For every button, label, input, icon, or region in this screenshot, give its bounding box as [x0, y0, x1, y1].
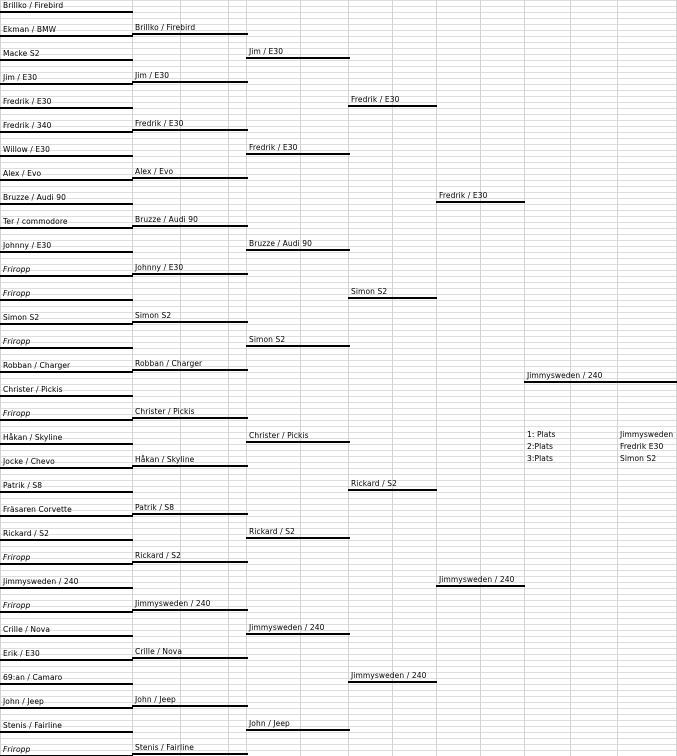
column-gridline: [480, 0, 481, 756]
podium-place-name: Fredrik E30: [620, 442, 664, 451]
bracket-round4-slot[interactable]: Simon S2: [348, 288, 437, 299]
column-gridline: [300, 0, 301, 756]
bracket-round1-slot[interactable]: Brillko / Firebird: [0, 2, 133, 13]
bracket-round1-slot[interactable]: 69:an / Camaro: [0, 674, 133, 685]
bracket-round1-slot[interactable]: Christer / Pickis: [0, 386, 133, 397]
bracket-round2-slot[interactable]: Crille / Nova: [132, 648, 248, 659]
bracket-round1-slot[interactable]: Stenis / Fairline: [0, 722, 133, 733]
bracket-round1-slot[interactable]: Johnny / E30: [0, 242, 133, 253]
bracket-round1-slot[interactable]: Friropp: [0, 266, 133, 277]
bracket-round2-slot[interactable]: Alex / Evo: [132, 168, 248, 179]
podium-place-label: 2:Plats: [527, 442, 554, 451]
bracket-round2-slot[interactable]: Christer / Pickis: [132, 408, 248, 419]
column-gridline: [246, 0, 247, 756]
bracket-round4-slot[interactable]: Jimmysweden / 240: [348, 672, 437, 683]
bracket-round1-slot[interactable]: Macke S2: [0, 50, 133, 61]
bracket-round1-slot[interactable]: Fräsaren Corvette: [0, 506, 133, 517]
podium-place-label: 3:Plats: [527, 454, 554, 463]
bracket-round1-slot[interactable]: Willow / E30: [0, 146, 133, 157]
bracket-round3-slot[interactable]: John / Jeep: [246, 720, 350, 731]
bracket-round1-slot[interactable]: Jocke / Chevo: [0, 458, 133, 469]
column-gridline: [180, 0, 181, 756]
bracket-round1-slot[interactable]: Bruzze / Audi 90: [0, 194, 133, 205]
bracket-round3-slot[interactable]: Jimmysweden / 240: [246, 624, 350, 635]
bracket-round1-slot[interactable]: Ekman / BMW: [0, 26, 133, 37]
bracket-round5-slot[interactable]: Fredrik / E30: [436, 192, 525, 203]
bracket-round4-slot[interactable]: Rickard / S2: [348, 480, 437, 491]
podium-place-name: Simon S2: [620, 454, 657, 463]
bracket-round1-slot[interactable]: Håkan / Skyline: [0, 434, 133, 445]
bracket-round3-slot[interactable]: Simon S2: [246, 336, 350, 347]
column-gridline: [228, 0, 229, 756]
bracket-round2-slot[interactable]: Johnny / E30: [132, 264, 248, 275]
bracket-round1-slot[interactable]: Friropp: [0, 554, 133, 565]
bracket-round2-slot[interactable]: Bruzze / Audi 90: [132, 216, 248, 227]
podium-place-label: 1: Plats: [527, 430, 556, 439]
bracket-round2-slot[interactable]: Robban / Charger: [132, 360, 248, 371]
bracket-round3-slot[interactable]: Christer / Pickis: [246, 432, 350, 443]
column-gridline: [348, 0, 349, 756]
podium-place-name: Jimmysweden: [620, 430, 674, 439]
bracket-round1-slot[interactable]: Simon S2: [0, 314, 133, 325]
bracket-round1-slot[interactable]: Friropp: [0, 746, 133, 756]
bracket-round4-slot[interactable]: Fredrik / E30: [348, 96, 437, 107]
bracket-round1-slot[interactable]: Rickard / S2: [0, 530, 133, 541]
bracket-round1-slot[interactable]: Patrik / S8: [0, 482, 133, 493]
bracket-round2-slot[interactable]: Rickard / S2: [132, 552, 248, 563]
bracket-round2-slot[interactable]: Håkan / Skyline: [132, 456, 248, 467]
bracket-round1-slot[interactable]: Jim / E30: [0, 74, 133, 85]
bracket-round1-slot[interactable]: Robban / Charger: [0, 362, 133, 373]
bracket-round3-slot[interactable]: Bruzze / Audi 90: [246, 240, 350, 251]
bracket-round3-slot[interactable]: Rickard / S2: [246, 528, 350, 539]
column-gridline: [436, 0, 437, 756]
bracket-round2-slot[interactable]: John / Jeep: [132, 696, 248, 707]
bracket-round3-slot[interactable]: Fredrik / E30: [246, 144, 350, 155]
bracket-round1-slot[interactable]: Alex / Evo: [0, 170, 133, 181]
column-gridline: [0, 0, 1, 756]
bracket-round1-slot[interactable]: Fredrik / E30: [0, 98, 133, 109]
bracket-round2-slot[interactable]: Patrik / S8: [132, 504, 248, 515]
bracket-round2-slot[interactable]: Simon S2: [132, 312, 248, 323]
bracket-round2-slot[interactable]: Fredrik / E30: [132, 120, 248, 131]
bracket-round1-slot[interactable]: Ter / commodore: [0, 218, 133, 229]
column-gridline: [132, 0, 133, 756]
bracket-round5-slot[interactable]: Jimmysweden / 240: [436, 576, 525, 587]
bracket-round1-slot[interactable]: Friropp: [0, 410, 133, 421]
bracket-round2-slot[interactable]: Brillko / Firebird: [132, 24, 248, 35]
bracket-round1-slot[interactable]: Crille / Nova: [0, 626, 133, 637]
bracket-round1-slot[interactable]: Friropp: [0, 290, 133, 301]
bracket-round3-slot[interactable]: Jim / E30: [246, 48, 350, 59]
bracket-round1-slot[interactable]: John / Jeep: [0, 698, 133, 709]
bracket-round2-slot[interactable]: Stenis / Fairline: [132, 744, 248, 755]
bracket-round2-slot[interactable]: Jimmysweden / 240: [132, 600, 248, 611]
bracket-round1-slot[interactable]: Friropp: [0, 602, 133, 613]
bracket-final-winner[interactable]: Jimmysweden / 240: [524, 372, 677, 383]
column-gridline: [392, 0, 393, 756]
bracket-round1-slot[interactable]: Jimmysweden / 240: [0, 578, 133, 589]
bracket-round1-slot[interactable]: Friropp: [0, 338, 133, 349]
bracket-round1-slot[interactable]: Erik / E30: [0, 650, 133, 661]
bracket-round2-slot[interactable]: Jim / E30: [132, 72, 248, 83]
bracket-round1-slot[interactable]: Fredrik / 340: [0, 122, 133, 133]
